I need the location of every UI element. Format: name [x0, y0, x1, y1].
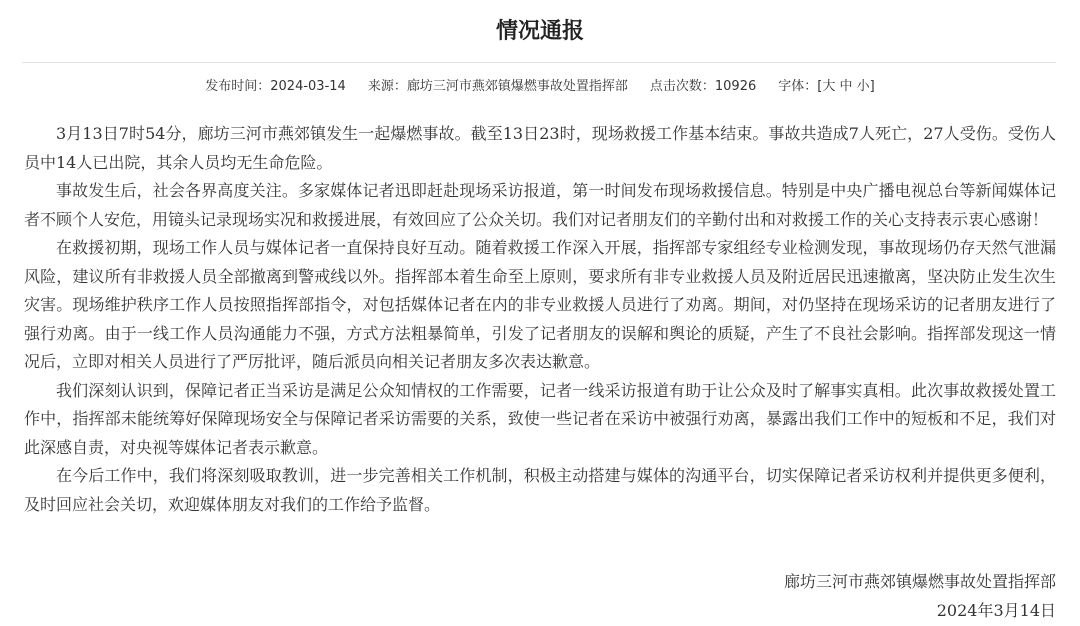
font-bracket-open: [: [817, 79, 823, 94]
font-size-control: [778, 76, 875, 98]
paragraph: 在救援初期，现场工作人员与媒体记者一直保持良好互动。随着救援工作深入开展，指挥部专家组经专业检测发现，事故现场仍存天然气泄漏风险，建议所有非救援人员全部撤离到警戒线以外。指挥部本着生命至上原则，要求所有非专业救援人员及附近居民迅速撤离，坚决防止发生次生灾害。现场维护秩序工作人员按照指挥部指令，对包括媒体记者在内的非专业救援人员进行了劝离。期间，对仍坚持在现场采访的记者朋友进行了强行劝离。由于一线工作人员沟通能力不强，方式方法粗暴简单，引发了记者朋友的误解和舆论的质疑，产生了不良社会影响。指挥部发现这一情况后，立即对相关人员进行了严厉批评，随后派员向相关记者朋友多次表达歉意。: [24, 238, 1056, 371]
source-info: [368, 76, 628, 98]
signature-block: [784, 568, 1056, 625]
signature-org: 廊坊三河市燕郊镇爆燃事故处置指挥部: [783, 572, 1056, 591]
font-large-button[interactable]: 大: [822, 79, 836, 94]
paragraph: 事故发生后，社会各界高度关注。多家媒体记者迅即赶赴现场采访报道，第一时间发布现场救援信息。特别是中央广播电视总台等新闻媒体记者不顾个人安危，用镜头记录现场实况和救援进展，有效回应了公众关切。我们对记者朋友们的辛勤付出和对救援工作的关心支持表示衷心感谢！: [24, 181, 1056, 229]
font-size-label: 字体：: [778, 79, 818, 94]
font-bracket-close: ]: [869, 79, 875, 94]
paragraph: 在今后工作中，我们将深刻吸取教训，进一步完善相关工作机制，积极主动搭建与媒体的沟通平台，切实保障记者采访权利并提供更多便利，及时回应社会关切，欢迎媒体朋友对我们的工作给予监督。: [24, 466, 1056, 514]
article-body: [24, 120, 1056, 519]
paragraph: 3月13日7时54分，廊坊三河市燕郊镇发生一起爆燃事故。截至13日23时，现场救援工作基本结束。事故共造成7人死亡，27人受伤。受伤人员中14人已出院，其余人员均无生命危险。: [24, 124, 1056, 172]
publish-info: [205, 76, 346, 98]
source-label: 来源：: [367, 79, 407, 94]
title-divider: [22, 62, 1056, 63]
publish-label: 发布时间：: [205, 79, 271, 94]
font-small-button[interactable]: 小: [856, 79, 870, 94]
paragraph: 我们深刻认识到，保障记者正当采访是满足公众知情权的工作需要，记者一线采访报道有助于让公众及时了解事实真相。此次事故救援处置工作中，指挥部未能统筹好保障现场安全与保障记者采访需要的关系，致使一些记者在采访中被强行劝离，暴露出我们工作中的短板和不足，我们对此深感自责，对央视等媒体记者表示歉意。: [24, 380, 1056, 457]
publish-date: 2024-03-14: [270, 79, 346, 94]
page-title: 情况通报: [495, 19, 584, 44]
font-medium-button[interactable]: 中: [839, 79, 853, 94]
click-count-info: [650, 76, 756, 98]
source-value: 廊坊三河市燕郊镇爆燃事故处置指挥部: [406, 79, 628, 94]
article-meta: [0, 76, 1080, 98]
signature-date: 2024年3月14日: [936, 600, 1056, 620]
click-count-label: 点击次数：: [649, 79, 715, 94]
click-count-value: 10926: [714, 79, 757, 94]
